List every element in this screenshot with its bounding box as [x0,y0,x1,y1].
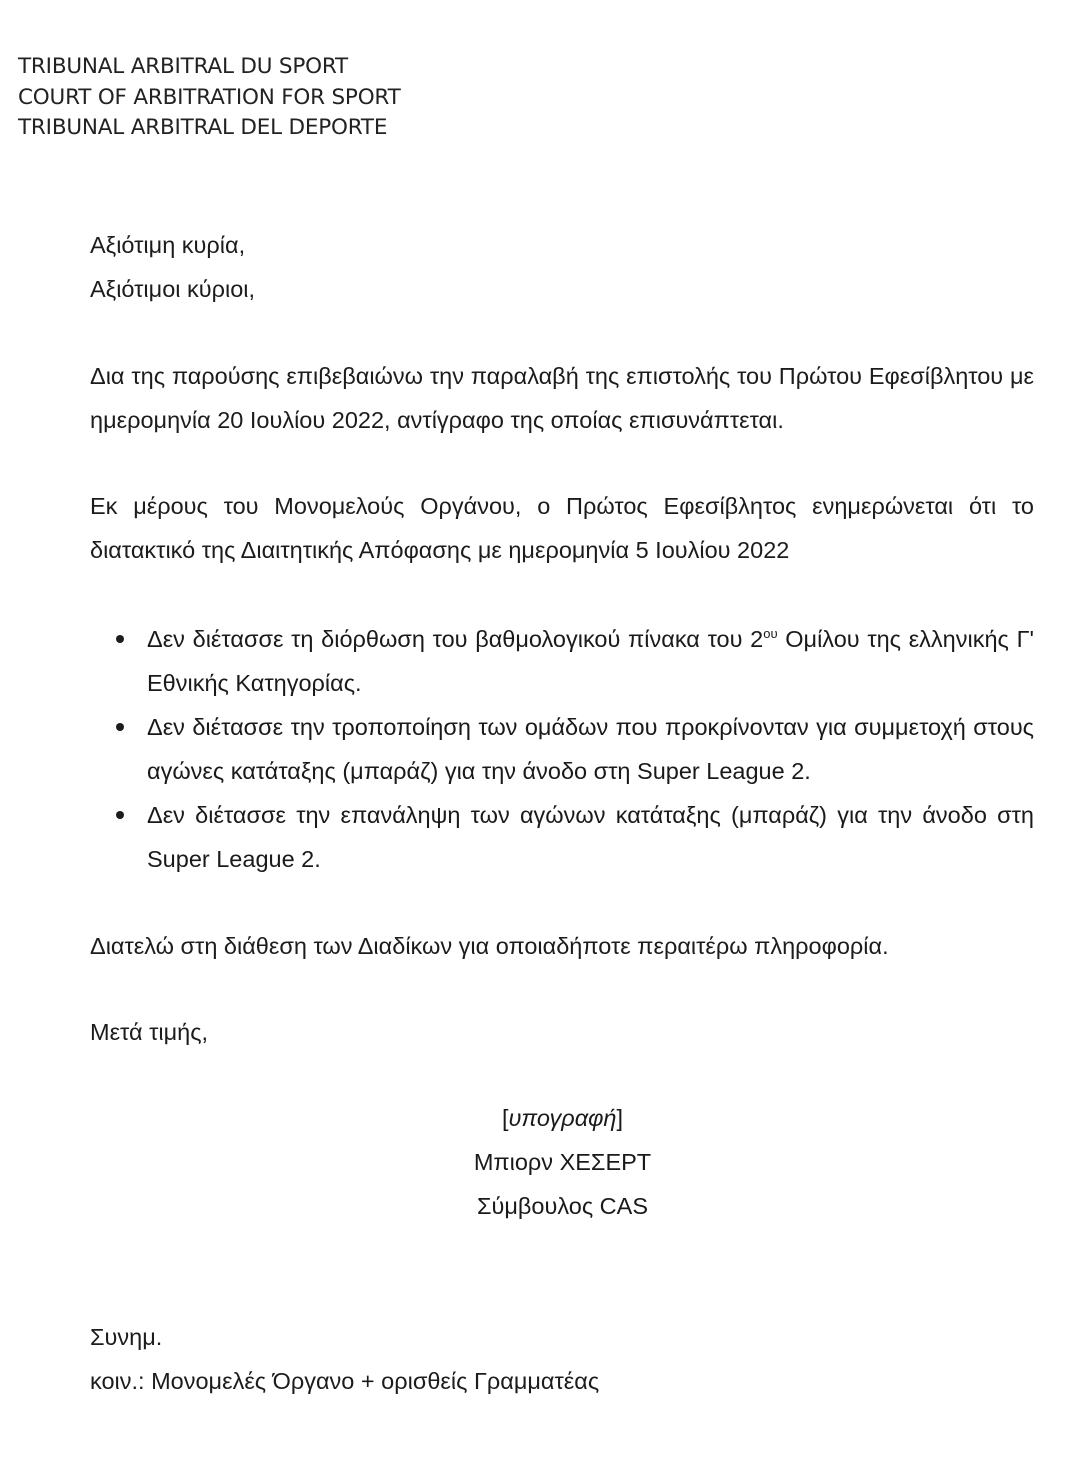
paragraph-availability: Διατελώ στη διάθεση των Διαδίκων για οποιαδήποτε περαιτέρω πληροφορία. [90,933,889,959]
letterhead-line-spanish: TRIBUNAL ARBITRAL DEL DEPORTE [18,115,388,140]
letterhead-line-english: COURT OF ARBITRATION FOR SPORT [18,84,401,110]
signature-bracket-close: ] [616,1105,624,1131]
salutation [90,224,1034,311]
letterhead-line-french: TRIBUNAL ARBITRAL DU SPORT [18,54,348,79]
signature-placeholder [380,1096,745,1140]
list-item [90,793,1034,881]
list-item-text-pre: Δεν διέτασσε τη διόρθωση του βαθμολογικού πίνακα του 2 [147,626,764,652]
footer [90,1316,1034,1403]
closing: Μετά τιμής, [90,1019,209,1045]
signature-block [380,1096,745,1228]
cc-note: κοιν.: Μονομελές Όργανο + ορισθείς Γραμματέας [90,1367,600,1394]
operative-part-list [90,617,1034,881]
bullet-icon [116,811,124,819]
paragraph-panel-notice: Εκ μέρους του Μονομελούς Οργάνου, ο Πρώτος Εφεσίβλητος ενημερώνεται ότι το διατακτικό της Διαιτητικής Απόφασης με ημερομηνία 5 Ιουλίου 2022 [90,493,1034,563]
enclosure-note: Συνημ. [90,1324,163,1350]
ordinal-superscript: ου [763,626,778,641]
paragraph-receipt-confirmation: Δια της παρούσης επιβεβαιώνω την παραλαβή της επιστολής του Πρώτου Εφεσίβλητου με ημερομηνία 20 Ιουλίου 2022, αντίγραφο της οποίας επισυνάπτεται. [90,363,1034,433]
signature-bracket-open: [ [501,1105,509,1131]
list-item-text-post: Ομίλου της ελληνικής Γ' Εθνικής Κατηγορίας. [147,626,1034,696]
list-item [90,705,1034,793]
signature-placeholder-text: υπογραφή [508,1105,617,1131]
list-item-text: Δεν διέτασσε την επανάληψη των αγώνων κατάταξης (μπαράζ) για την άνοδο στη Super League 2. [147,802,1034,872]
salutation-line-sirs: Αξιότιμοι κύριοι, [90,275,256,302]
list-item-text: Δεν διέτασσε την τροποποίηση των ομάδων που προκρίνονταν για συμμετοχή στους αγώνες κατάταξης (μπαράζ) για την άνοδο στη Super League 2. [147,714,1034,784]
list-item [90,617,1034,705]
signatory-title: Σύμβουλος CAS [477,1193,648,1219]
bullet-icon [116,723,124,731]
signatory-name: Μπιορν ΧΕΣΕΡΤ [473,1149,652,1175]
bullet-icon [116,635,124,643]
salutation-line-madam: Αξιότιμη κυρία, [90,232,246,258]
letterhead [18,52,401,144]
